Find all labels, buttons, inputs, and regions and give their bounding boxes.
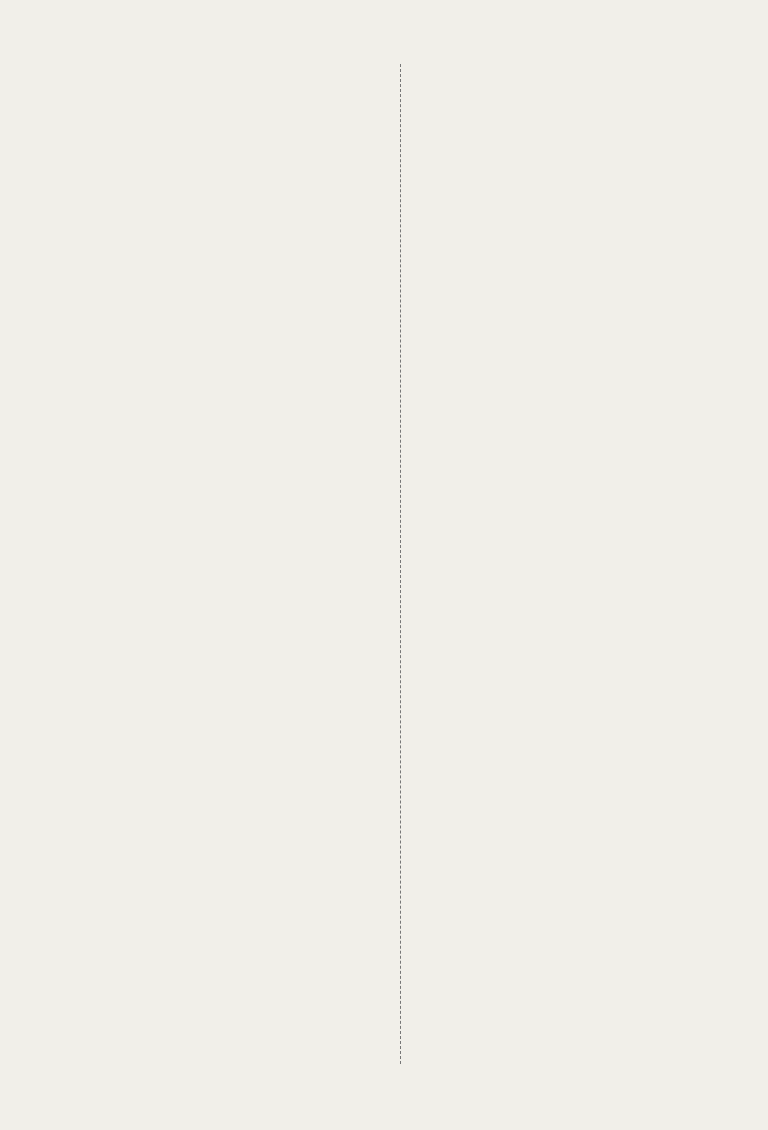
column-divider bbox=[400, 64, 401, 1064]
watermark bbox=[644, 1054, 754, 1124]
